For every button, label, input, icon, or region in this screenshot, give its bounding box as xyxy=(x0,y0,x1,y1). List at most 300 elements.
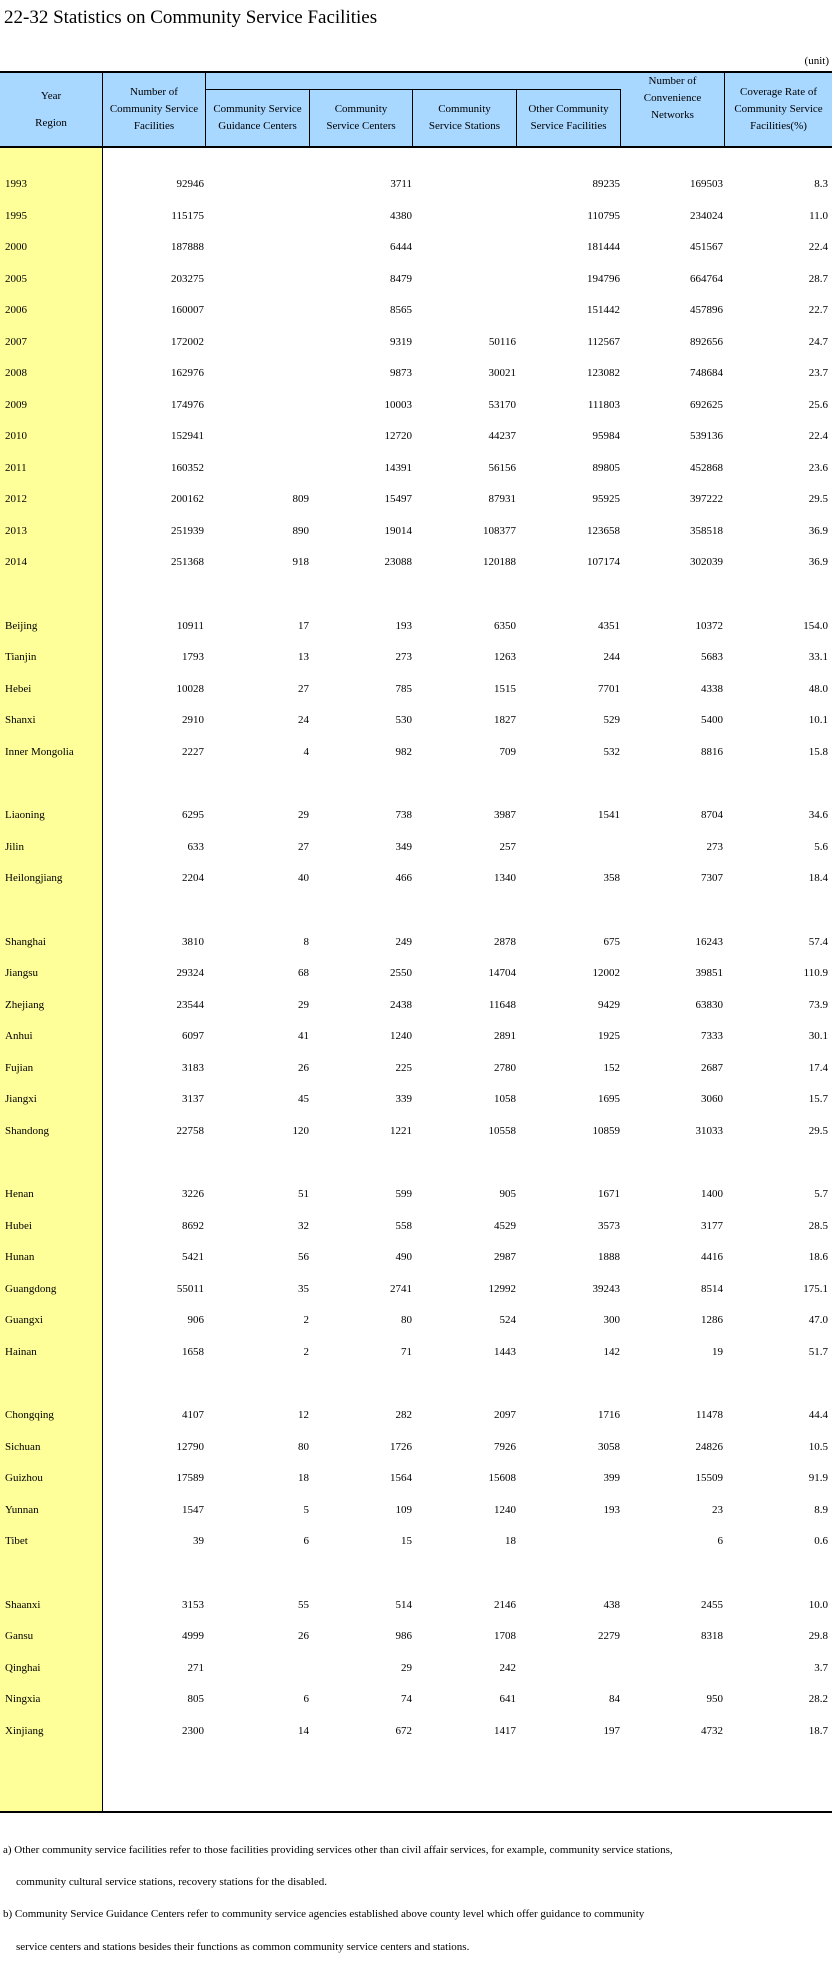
stations-cell: 12992 xyxy=(488,1282,516,1295)
row-label: Chongqing xyxy=(5,1409,54,1421)
stations-cell: 1827 xyxy=(494,714,516,726)
stations-cell: 1443 xyxy=(494,1345,516,1358)
coverage-cell: 30.1 xyxy=(808,1030,828,1042)
total-cell: 92946 xyxy=(176,178,204,190)
other-cell: 89235 xyxy=(592,178,620,190)
other-cell: 529 xyxy=(603,714,620,726)
other-cell: 181444 xyxy=(587,241,620,253)
centers-cell: 986 xyxy=(395,1630,412,1642)
networks-cell: 8704 xyxy=(701,809,723,821)
networks-cell: 1286 xyxy=(701,1314,723,1326)
coverage-cell: 36.9 xyxy=(808,556,828,568)
coverage-cell: 22.4 xyxy=(808,430,828,442)
table-row xyxy=(0,742,832,762)
other-cell: 197 xyxy=(603,1724,620,1737)
centers-cell: 599 xyxy=(395,1188,412,1200)
coverage-cell: 18.4 xyxy=(808,872,828,884)
guidance-cell: 918 xyxy=(292,556,309,568)
other-cell: 1671 xyxy=(598,1188,620,1200)
coverage-cell: 36.9 xyxy=(808,524,828,537)
guidance-cell: 27 xyxy=(298,682,309,695)
stations-cell: 44237 xyxy=(488,430,516,442)
table-row xyxy=(0,1089,832,1109)
coverage-cell: 5.6 xyxy=(814,840,828,853)
other-cell: 244 xyxy=(603,651,620,663)
table-row xyxy=(0,489,832,509)
stations-cell: 1340 xyxy=(494,872,516,884)
table-row xyxy=(0,1026,832,1046)
stations-cell: 56156 xyxy=(488,461,516,474)
other-cell: 1541 xyxy=(598,809,620,821)
other-cell: 123658 xyxy=(587,524,620,537)
total-cell: 10028 xyxy=(176,682,204,695)
table-row xyxy=(0,679,832,699)
total-facilities-header: Number of Community Service Facilities xyxy=(103,73,206,146)
guidance-cell: 6 xyxy=(303,1693,309,1705)
row-label: 1993 xyxy=(5,178,27,190)
page-title: 22-32 Statistics on Community Service Facilities xyxy=(4,7,378,28)
networks-cell: 19 xyxy=(712,1345,723,1358)
row-label: Jiangsu xyxy=(5,967,38,979)
row-label: Xinjiang xyxy=(5,1724,44,1737)
region-header: Region xyxy=(35,116,67,129)
centers-cell: 785 xyxy=(395,682,412,695)
networks-cell: 748684 xyxy=(690,367,723,379)
row-label: Inner Mongolia xyxy=(5,745,74,758)
row-label: Shaanxi xyxy=(5,1598,41,1611)
networks-cell: 11478 xyxy=(695,1409,723,1421)
networks-cell: 7307 xyxy=(701,872,723,884)
other-cell: 4351 xyxy=(598,619,620,632)
coverage-cell: 25.6 xyxy=(808,398,828,411)
coverage-cell: 8.9 xyxy=(814,1503,828,1516)
total-cell: 12790 xyxy=(176,1440,204,1453)
row-label: Liaoning xyxy=(5,809,45,821)
stations-cell: 30021 xyxy=(488,367,516,379)
row-label: 1995 xyxy=(5,209,27,222)
coverage-cell: 57.4 xyxy=(808,935,828,948)
table-row xyxy=(0,521,832,541)
coverage-cell: 29.5 xyxy=(808,1124,828,1137)
stations-cell: 2891 xyxy=(494,1030,516,1042)
networks-cell: 169503 xyxy=(690,178,723,190)
table-row xyxy=(0,552,832,572)
other-cell: 142 xyxy=(603,1345,620,1358)
networks-cell: 7333 xyxy=(701,1030,723,1042)
table-row xyxy=(0,1500,832,1520)
guidance-cell: 29 xyxy=(298,998,309,1011)
networks-cell: 664764 xyxy=(690,272,723,285)
table-row xyxy=(0,1247,832,1267)
total-cell: 200162 xyxy=(171,493,204,505)
centers-cell: 249 xyxy=(395,935,412,948)
networks-cell: 1400 xyxy=(701,1188,723,1200)
centers-cell: 349 xyxy=(395,840,412,853)
networks-cell: 4732 xyxy=(701,1724,723,1737)
other-cell: 1888 xyxy=(598,1251,620,1263)
guidance-cell: 5 xyxy=(303,1503,309,1516)
other-cell: 1695 xyxy=(598,1093,620,1105)
networks-cell: 273 xyxy=(706,840,723,853)
networks-cell: 3177 xyxy=(701,1219,723,1232)
centers-cell: 2550 xyxy=(390,967,412,979)
stations-cell: 2146 xyxy=(494,1598,516,1611)
stations-cell: 524 xyxy=(499,1314,516,1326)
table-row xyxy=(0,426,832,446)
other-cell: 1716 xyxy=(598,1409,620,1421)
total-cell: 251939 xyxy=(171,524,204,537)
other-cell: 39243 xyxy=(592,1282,620,1295)
row-label: 2007 xyxy=(5,335,27,348)
table-row xyxy=(0,1531,832,1551)
row-label: Gansu xyxy=(5,1630,34,1642)
coverage-cell: 22.4 xyxy=(808,241,828,253)
centers-cell: 6444 xyxy=(390,241,412,253)
total-cell: 55011 xyxy=(176,1282,204,1295)
row-label: Ningxia xyxy=(5,1693,41,1705)
networks-cell: 539136 xyxy=(690,430,723,442)
table-row xyxy=(0,206,832,226)
guidance-cell: 4 xyxy=(303,745,309,758)
stations-cell: 120188 xyxy=(483,556,516,568)
row-label: Hunan xyxy=(5,1251,35,1263)
networks-cell: 358518 xyxy=(690,524,723,537)
centers-cell: 15 xyxy=(401,1535,412,1547)
coverage-cell: 29.8 xyxy=(808,1630,828,1642)
table-row xyxy=(0,300,832,320)
networks-cell: 3060 xyxy=(701,1093,723,1105)
centers-cell: 9873 xyxy=(390,367,412,379)
guidance-cell: 2 xyxy=(303,1345,309,1358)
service-centers-header: Community Service Centers xyxy=(310,89,413,146)
centers-cell: 9319 xyxy=(390,335,412,348)
centers-cell: 490 xyxy=(395,1251,412,1263)
centers-cell: 738 xyxy=(395,809,412,821)
coverage-cell: 154.0 xyxy=(803,619,828,632)
row-label: 2014 xyxy=(5,556,27,568)
guidance-centers-header: Community Service Guidance Centers xyxy=(206,89,310,146)
total-cell: 187888 xyxy=(171,241,204,253)
stations-cell: 257 xyxy=(499,840,516,853)
statistics-table xyxy=(0,71,832,1813)
networks-cell: 63830 xyxy=(695,998,723,1011)
table-row xyxy=(0,1058,832,1078)
networks-cell: 4416 xyxy=(701,1251,723,1263)
centers-cell: 12720 xyxy=(384,430,412,442)
coverage-cell: 91.9 xyxy=(808,1472,828,1484)
row-label: 2006 xyxy=(5,304,27,316)
centers-cell: 672 xyxy=(395,1724,412,1737)
coverage-cell: 44.4 xyxy=(808,1409,828,1421)
row-label: Fujian xyxy=(5,1061,34,1074)
total-cell: 6097 xyxy=(182,1030,204,1042)
total-cell: 1793 xyxy=(182,651,204,663)
coverage-cell: 11.0 xyxy=(809,209,828,222)
centers-cell: 1564 xyxy=(390,1472,412,1484)
total-cell: 271 xyxy=(187,1661,204,1674)
networks-cell: 397222 xyxy=(690,493,723,505)
guidance-cell: 35 xyxy=(298,1282,309,1295)
centers-cell: 19014 xyxy=(384,524,412,537)
total-cell: 8692 xyxy=(182,1219,204,1232)
guidance-cell: 45 xyxy=(298,1093,309,1105)
row-label: Hebei xyxy=(5,682,32,695)
guidance-cell: 12 xyxy=(298,1409,309,1421)
centers-cell: 3711 xyxy=(390,178,412,190)
networks-cell: 31033 xyxy=(695,1124,723,1137)
total-cell: 162976 xyxy=(171,367,204,379)
stations-cell: 7926 xyxy=(494,1440,516,1453)
table-bottom-rule xyxy=(0,1811,832,1813)
table-row xyxy=(0,1658,832,1678)
other-cell: 89805 xyxy=(592,461,620,474)
networks-cell: 2687 xyxy=(701,1061,723,1074)
coverage-cell: 34.6 xyxy=(808,809,828,821)
guidance-cell: 40 xyxy=(298,872,309,884)
service-stations-header: Community Service Stations xyxy=(413,89,517,146)
networks-cell: 234024 xyxy=(690,209,723,222)
coverage-cell: 0.6 xyxy=(814,1535,828,1547)
footnote-b-continued: service centers and stations besides their functions as common community service centers and stations. xyxy=(16,1941,470,1953)
other-cell: 438 xyxy=(603,1598,620,1611)
coverage-cell: 17.4 xyxy=(808,1061,828,1074)
total-cell: 633 xyxy=(187,840,204,853)
total-cell: 172002 xyxy=(171,335,204,348)
guidance-cell: 26 xyxy=(298,1630,309,1642)
stations-cell: 3987 xyxy=(494,809,516,821)
table-row xyxy=(0,932,832,952)
table-row xyxy=(0,647,832,667)
coverage-cell: 33.1 xyxy=(808,651,828,663)
guidance-cell: 32 xyxy=(298,1219,309,1232)
guidance-cell: 6 xyxy=(303,1535,309,1547)
centers-cell: 273 xyxy=(395,651,412,663)
row-label: Shandong xyxy=(5,1124,49,1137)
coverage-rate-header: Coverage Rate of Community Service Facilities(%) xyxy=(734,86,823,132)
total-cell: 6295 xyxy=(182,809,204,821)
coverage-cell: 48.0 xyxy=(808,682,828,695)
other-cell: 675 xyxy=(603,935,620,948)
coverage-cell: 15.8 xyxy=(808,745,828,758)
guidance-cell: 2 xyxy=(303,1314,309,1326)
table-row xyxy=(0,269,832,289)
row-label: Shanghai xyxy=(5,935,46,948)
guidance-cell: 41 xyxy=(298,1030,309,1042)
guidance-cell: 8 xyxy=(303,935,309,948)
other-cell: 84 xyxy=(609,1693,620,1705)
coverage-cell: 15.7 xyxy=(808,1093,828,1105)
guidance-cell: 26 xyxy=(298,1061,309,1074)
table-row xyxy=(0,963,832,983)
unit-label: (unit) xyxy=(804,55,829,67)
other-cell: 152 xyxy=(603,1061,620,1074)
other-cell: 399 xyxy=(603,1472,620,1484)
centers-cell: 29 xyxy=(401,1661,412,1674)
other-cell: 95984 xyxy=(592,430,620,442)
other-cell: 7701 xyxy=(598,682,620,695)
table-header xyxy=(0,71,832,148)
stations-cell: 1417 xyxy=(494,1724,516,1737)
table-row xyxy=(0,868,832,888)
other-cell: 194796 xyxy=(587,272,620,285)
row-label: Jiangxi xyxy=(5,1093,37,1105)
table-row xyxy=(0,458,832,478)
guidance-cell: 29 xyxy=(298,809,309,821)
centers-cell: 23088 xyxy=(384,556,412,568)
centers-cell: 80 xyxy=(401,1314,412,1326)
table-row xyxy=(0,1279,832,1299)
stations-cell: 10558 xyxy=(488,1124,516,1137)
convenience-networks-header: Number of Convenience Networks xyxy=(621,73,725,146)
stations-cell: 2097 xyxy=(494,1409,516,1421)
guidance-cell: 80 xyxy=(298,1440,309,1453)
total-cell: 115175 xyxy=(171,209,204,222)
table-row xyxy=(0,1216,832,1236)
networks-cell: 8514 xyxy=(701,1282,723,1295)
networks-cell: 5683 xyxy=(701,651,723,663)
row-label: Zhejiang xyxy=(5,998,45,1011)
guidance-cell: 14 xyxy=(298,1724,309,1737)
guidance-cell: 890 xyxy=(292,524,309,537)
guidance-cell: 27 xyxy=(298,840,309,853)
table-row xyxy=(0,363,832,383)
coverage-cell: 51.7 xyxy=(808,1345,828,1358)
stations-cell: 18 xyxy=(505,1535,516,1547)
row-label: 2010 xyxy=(5,430,27,442)
centers-cell: 193 xyxy=(395,619,412,632)
coverage-cell: 23.7 xyxy=(808,367,828,379)
row-label: Heilongjiang xyxy=(5,872,63,884)
coverage-cell: 8.3 xyxy=(814,178,828,190)
other-cell: 107174 xyxy=(587,556,620,568)
table-row xyxy=(0,174,832,194)
total-cell: 805 xyxy=(187,1693,204,1705)
networks-cell: 5400 xyxy=(701,714,723,726)
stations-cell: 6350 xyxy=(494,619,516,632)
networks-cell: 23 xyxy=(712,1503,723,1516)
table-row xyxy=(0,237,832,257)
networks-cell: 4338 xyxy=(701,682,723,695)
other-cell: 9429 xyxy=(598,998,620,1011)
table-row xyxy=(0,1721,832,1741)
networks-cell: 39851 xyxy=(695,967,723,979)
coverage-cell: 24.7 xyxy=(808,335,828,348)
total-cell: 3137 xyxy=(182,1093,204,1105)
coverage-cell: 10.0 xyxy=(808,1598,828,1611)
row-label: 2012 xyxy=(5,493,27,505)
coverage-cell: 23.6 xyxy=(808,461,828,474)
networks-cell: 452868 xyxy=(690,461,723,474)
guidance-cell: 56 xyxy=(298,1251,309,1263)
centers-cell: 10003 xyxy=(384,398,412,411)
stations-cell: 2878 xyxy=(494,935,516,948)
centers-cell: 282 xyxy=(395,1409,412,1421)
coverage-cell: 28.5 xyxy=(808,1219,828,1232)
stations-cell: 50116 xyxy=(488,335,516,348)
total-cell: 160352 xyxy=(171,461,204,474)
centers-cell: 1240 xyxy=(390,1030,412,1042)
table-row xyxy=(0,1689,832,1709)
other-cell: 112567 xyxy=(587,335,620,348)
table-row xyxy=(0,837,832,857)
table-row xyxy=(0,616,832,636)
coverage-cell: 110.9 xyxy=(803,967,828,979)
other-cell: 3058 xyxy=(598,1440,620,1453)
networks-cell: 16243 xyxy=(695,935,723,948)
coverage-cell: 18.7 xyxy=(808,1724,828,1737)
year-region-header xyxy=(0,73,103,146)
networks-cell: 24826 xyxy=(695,1440,723,1453)
row-label: 2005 xyxy=(5,272,27,285)
row-label: 2000 xyxy=(5,241,27,253)
row-label: Guizhou xyxy=(5,1472,43,1484)
year-header: Year xyxy=(40,89,62,102)
other-cell: 532 xyxy=(603,745,620,758)
row-label: Guangxi xyxy=(5,1314,43,1326)
guidance-cell: 17 xyxy=(298,619,309,632)
centers-cell: 339 xyxy=(395,1093,412,1105)
total-cell: 906 xyxy=(187,1314,204,1326)
other-cell: 151442 xyxy=(587,304,620,316)
footnote-a-continued: community cultural service stations, recovery stations for the disabled. xyxy=(16,1876,327,1888)
row-label: 2011 xyxy=(5,461,27,474)
total-cell: 160007 xyxy=(171,304,204,316)
stations-cell: 641 xyxy=(499,1693,516,1705)
networks-cell: 457896 xyxy=(690,304,723,316)
coverage-cell: 5.7 xyxy=(814,1188,828,1200)
other-cell: 2279 xyxy=(598,1630,620,1642)
total-cell: 3810 xyxy=(182,935,204,948)
table-row xyxy=(0,1405,832,1425)
table-row xyxy=(0,1595,832,1615)
table-row xyxy=(0,332,832,352)
other-facilities-header: Other Community Service Facilities xyxy=(517,89,621,146)
guidance-cell: 809 xyxy=(292,493,309,505)
total-cell: 22758 xyxy=(176,1124,204,1137)
stations-cell: 2987 xyxy=(494,1251,516,1263)
table-row xyxy=(0,710,832,730)
stations-cell: 1058 xyxy=(494,1093,516,1105)
networks-cell: 10372 xyxy=(695,619,723,632)
table-row xyxy=(0,1184,832,1204)
networks-cell: 950 xyxy=(706,1693,723,1705)
stations-cell: 1515 xyxy=(494,682,516,695)
row-label: Tianjin xyxy=(5,651,37,663)
total-cell: 17589 xyxy=(176,1472,204,1484)
centers-cell: 8565 xyxy=(390,304,412,316)
total-cell: 5421 xyxy=(182,1251,204,1263)
other-cell: 111803 xyxy=(587,398,620,411)
total-cell: 251368 xyxy=(171,556,204,568)
other-cell: 95925 xyxy=(592,493,620,505)
networks-cell: 302039 xyxy=(690,556,723,568)
coverage-cell: 28.7 xyxy=(808,272,828,285)
total-cell: 2910 xyxy=(182,714,204,726)
networks-cell: 451567 xyxy=(690,241,723,253)
coverage-cell: 10.1 xyxy=(808,714,828,726)
table-row xyxy=(0,1626,832,1646)
networks-cell: 2455 xyxy=(701,1598,723,1611)
total-cell: 3183 xyxy=(182,1061,204,1074)
footnote-a: a) Other community service facilities refer to those facilities providing services other than civil affair services, for example, community service stations, xyxy=(3,1844,673,1856)
centers-cell: 982 xyxy=(395,745,412,758)
networks-cell: 892656 xyxy=(690,335,723,348)
centers-cell: 1726 xyxy=(390,1440,412,1453)
centers-cell: 530 xyxy=(395,714,412,726)
row-label: Shanxi xyxy=(5,714,36,726)
coverage-cell: 28.2 xyxy=(808,1693,828,1705)
centers-cell: 225 xyxy=(395,1061,412,1074)
